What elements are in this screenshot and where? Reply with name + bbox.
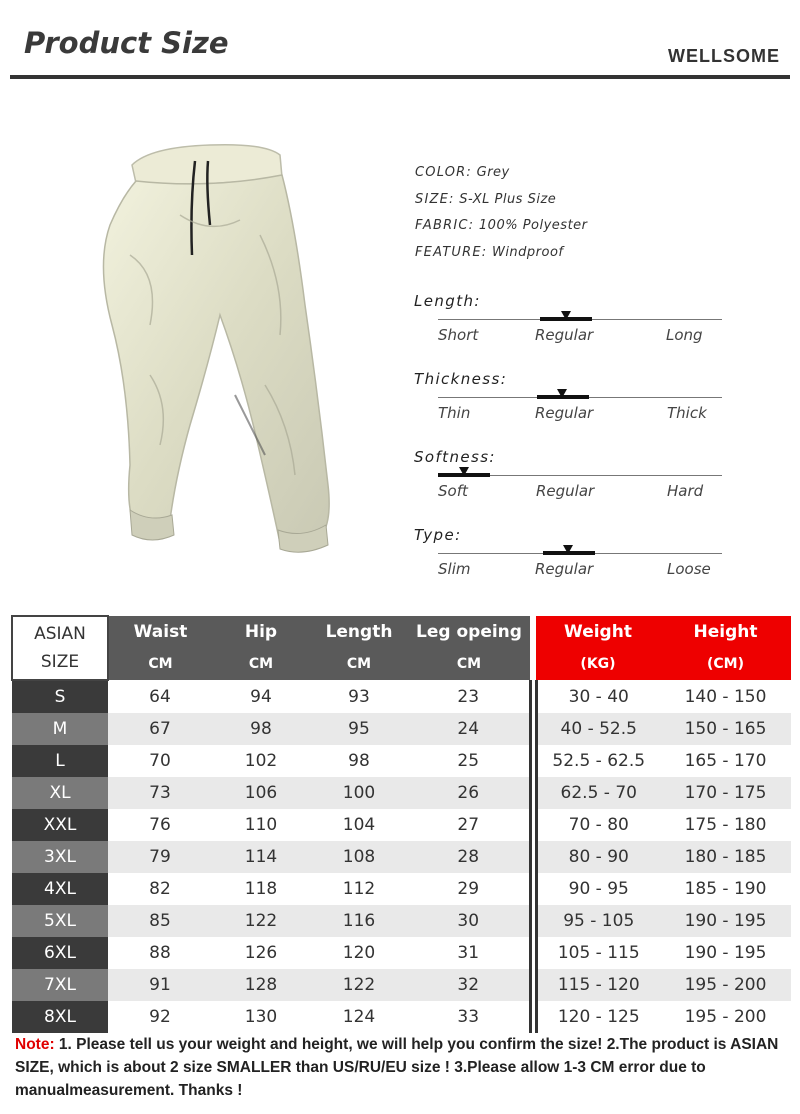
spec-fabric: FABRIC: 100% Polyester (415, 218, 588, 233)
note-label: Note: (15, 1036, 55, 1053)
table-row (12, 809, 791, 841)
height-cell: 195 - 200 (660, 1001, 791, 1033)
height-cell: 195 - 200 (660, 969, 791, 1001)
scale-option: Short (438, 326, 479, 344)
table-row (12, 1001, 791, 1033)
length-cell: 112 (310, 873, 408, 905)
scale-option: Thin (438, 404, 471, 422)
hip-cell: 98 (212, 713, 310, 745)
column-header-length: Length CM (310, 616, 408, 680)
weight-cell: 30 - 40 (536, 680, 660, 713)
scale-marker-icon (557, 389, 567, 398)
table-row (12, 969, 791, 1001)
hip-cell: 126 (212, 937, 310, 969)
hip-cell: 106 (212, 777, 310, 809)
scale-marker-icon (563, 545, 573, 554)
scale-option: Regular (535, 326, 594, 344)
page-title: Product Size (24, 26, 229, 60)
height-cell: 190 - 195 (660, 905, 791, 937)
leg-cell: 28 (408, 841, 530, 873)
waist-cell: 85 (108, 905, 212, 937)
scale-option: Soft (438, 482, 468, 500)
weight-cell: 40 - 52.5 (536, 713, 660, 745)
height-cell: 150 - 165 (660, 713, 791, 745)
length-cell: 100 (310, 777, 408, 809)
scale-option: Regular (536, 482, 595, 500)
waist-cell: 79 (108, 841, 212, 873)
leg-cell: 29 (408, 873, 530, 905)
product-image (90, 125, 350, 565)
height-cell: 180 - 185 (660, 841, 791, 873)
length-cell: 124 (310, 1001, 408, 1033)
waist-cell: 70 (108, 745, 212, 777)
hip-cell: 128 (212, 969, 310, 1001)
scale-label: Softness: (414, 448, 496, 466)
leg-cell: 31 (408, 937, 530, 969)
brand-name: WELLSOME (668, 46, 780, 66)
scale-option: Regular (535, 404, 594, 422)
table-row (12, 937, 791, 969)
length-cell: 120 (310, 937, 408, 969)
table-row (12, 777, 791, 809)
table-row (12, 873, 791, 905)
weight-cell: 62.5 - 70 (536, 777, 660, 809)
scale-thickness (414, 370, 724, 446)
height-cell: 185 - 190 (660, 873, 791, 905)
leg-cell: 25 (408, 745, 530, 777)
scale-type (414, 526, 724, 602)
scale-option: Loose (667, 560, 711, 578)
size-cell: 8XL (12, 1001, 108, 1033)
column-header-height: Height (CM) (660, 616, 791, 680)
length-cell: 93 (310, 680, 408, 713)
leg-cell: 23 (408, 680, 530, 713)
waist-cell: 67 (108, 713, 212, 745)
length-cell: 108 (310, 841, 408, 873)
size-cell: XL (12, 777, 108, 809)
size-cell: 4XL (12, 873, 108, 905)
scale-option: Long (666, 326, 703, 344)
hip-cell: 114 (212, 841, 310, 873)
length-cell: 116 (310, 905, 408, 937)
scale-label: Type: (414, 526, 462, 544)
spec-list (415, 160, 588, 266)
hip-cell: 110 (212, 809, 310, 841)
scale-option: Regular (535, 560, 594, 578)
size-table (11, 615, 791, 1033)
size-cell: S (12, 680, 108, 713)
height-cell: 190 - 195 (660, 937, 791, 969)
leg-cell: 26 (408, 777, 530, 809)
height-cell: 170 - 175 (660, 777, 791, 809)
hip-cell: 122 (212, 905, 310, 937)
weight-cell: 115 - 120 (536, 969, 660, 1001)
scale-label: Thickness: (414, 370, 508, 388)
hip-cell: 94 (212, 680, 310, 713)
table-row (12, 841, 791, 873)
weight-cell: 52.5 - 62.5 (536, 745, 660, 777)
leg-cell: 30 (408, 905, 530, 937)
weight-cell: 95 - 105 (536, 905, 660, 937)
hip-cell: 118 (212, 873, 310, 905)
length-cell: 122 (310, 969, 408, 1001)
size-cell: XXL (12, 809, 108, 841)
waist-cell: 88 (108, 937, 212, 969)
scale-marker-icon (561, 311, 571, 320)
size-cell: 3XL (12, 841, 108, 873)
scale-option: Hard (667, 482, 704, 500)
scale-softness (414, 448, 724, 524)
table-corner-header: ASIAN SIZE (12, 616, 108, 680)
leg-cell: 33 (408, 1001, 530, 1033)
weight-cell: 80 - 90 (536, 841, 660, 873)
column-header-leg-opening: Leg opeing CM (408, 616, 530, 680)
size-cell: 6XL (12, 937, 108, 969)
scale-marker-icon (459, 467, 469, 476)
hip-cell: 130 (212, 1001, 310, 1033)
waist-cell: 91 (108, 969, 212, 1001)
spec-size: SIZE: S-XL Plus Size (415, 191, 557, 207)
leg-cell: 32 (408, 969, 530, 1001)
weight-cell: 70 - 80 (536, 809, 660, 841)
length-cell: 95 (310, 713, 408, 745)
height-cell: 175 - 180 (660, 809, 791, 841)
waist-cell: 64 (108, 680, 212, 713)
weight-cell: 120 - 125 (536, 1001, 660, 1033)
column-header-weight: Weight (KG) (536, 616, 660, 680)
weight-cell: 90 - 95 (536, 873, 660, 905)
spec-feature: FEATURE: Windproof (415, 244, 564, 260)
waist-cell: 82 (108, 873, 212, 905)
size-cell: L (12, 745, 108, 777)
note-text: Note: 1. Please tell us your weight and height, we will help you confirm the size! 2.The product is ASIAN SIZE, which is about 2 size SMALLER than US/RU/EU size ! 3.Please allow 1-3 CM error due to manualmeasurement. Thanks ! (15, 1036, 779, 1099)
spec-color: COLOR: Grey (415, 165, 510, 180)
height-cell: 165 - 170 (660, 745, 791, 777)
scale-option: Thick (667, 404, 707, 422)
table-row (12, 713, 791, 745)
waist-cell: 76 (108, 809, 212, 841)
leg-cell: 24 (408, 713, 530, 745)
header-divider (10, 75, 790, 79)
column-header-waist: Waist CM (108, 616, 212, 680)
size-cell: M (12, 713, 108, 745)
waist-cell: 92 (108, 1001, 212, 1033)
size-cell: 7XL (12, 969, 108, 1001)
table-row (12, 905, 791, 937)
length-cell: 104 (310, 809, 408, 841)
length-cell: 98 (310, 745, 408, 777)
height-cell: 140 - 150 (660, 680, 791, 713)
hip-cell: 102 (212, 745, 310, 777)
waist-cell: 73 (108, 777, 212, 809)
leg-cell: 27 (408, 809, 530, 841)
weight-cell: 105 - 115 (536, 937, 660, 969)
column-header-hip: Hip CM (212, 616, 310, 680)
scale-label: Length: (414, 292, 481, 310)
size-cell: 5XL (12, 905, 108, 937)
size-table-body (12, 680, 791, 1033)
scale-option: Slim (438, 560, 471, 578)
scale-length (414, 292, 724, 368)
table-row (12, 745, 791, 777)
table-row (12, 680, 791, 713)
